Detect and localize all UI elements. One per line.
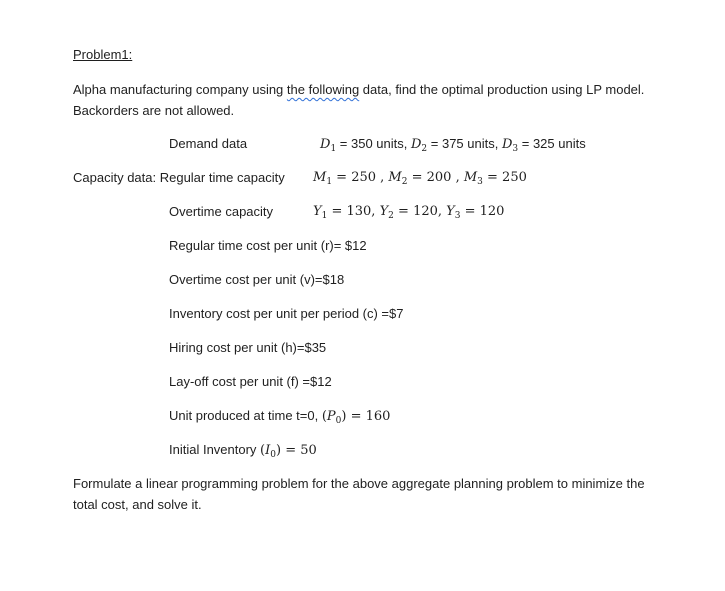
closing-paragraph-line2: total cost, and solve it. bbox=[73, 497, 202, 512]
inventory-cost: Inventory cost per unit per period (c) =$7 bbox=[169, 306, 404, 321]
overtime-capacity-label: Overtime capacity bbox=[169, 204, 274, 219]
closing-paragraph-line1: Formulate a linear programming problem for the above aggregate planning problem to minimize the bbox=[73, 476, 645, 491]
problem-title: Problem1: bbox=[73, 47, 133, 62]
overtime-capacity-values: $Y_1 = 130$, $Y_2 = 120$, $Y_3 = 120$ bbox=[313, 204, 505, 221]
overtime-cost: Overtime cost per unit (v)=$18 bbox=[169, 272, 345, 287]
layoff-cost: Lay-off cost per unit (f) =$12 bbox=[169, 374, 332, 389]
demand-label: Demand data bbox=[169, 136, 248, 151]
intro-paragraph-line1 bbox=[73, 81, 644, 99]
initial-inventory: Initial Inventory $(I_0) = 50$ bbox=[169, 442, 317, 460]
unit-produced: Unit produced at time t=0, $(P_0) = 160$ bbox=[169, 408, 391, 426]
regular-capacity-values: $M_1 = 250$ , $M_2 = 200$ , $M_3 = 250$ bbox=[313, 170, 527, 187]
demand-values: $D_1 = 350$ units, $D_2 = 375$ units, $D_3 = 325$ units bbox=[320, 136, 586, 154]
spellcheck-flagged-phrase[interactable]: the following bbox=[286, 82, 360, 97]
intro-text-pre: Alpha manufacturing company using bbox=[73, 82, 287, 97]
intro-paragraph-line2: Backorders are not allowed. bbox=[73, 103, 235, 118]
regular-time-cost: Regular time cost per unit (r)= $12 bbox=[169, 238, 367, 253]
capacity-label: Capacity data: Regular time capacity bbox=[73, 170, 285, 185]
hiring-cost: Hiring cost per unit (h)=$35 bbox=[169, 340, 327, 355]
intro-text-post: data, find the optimal production using LP model. bbox=[359, 82, 645, 97]
